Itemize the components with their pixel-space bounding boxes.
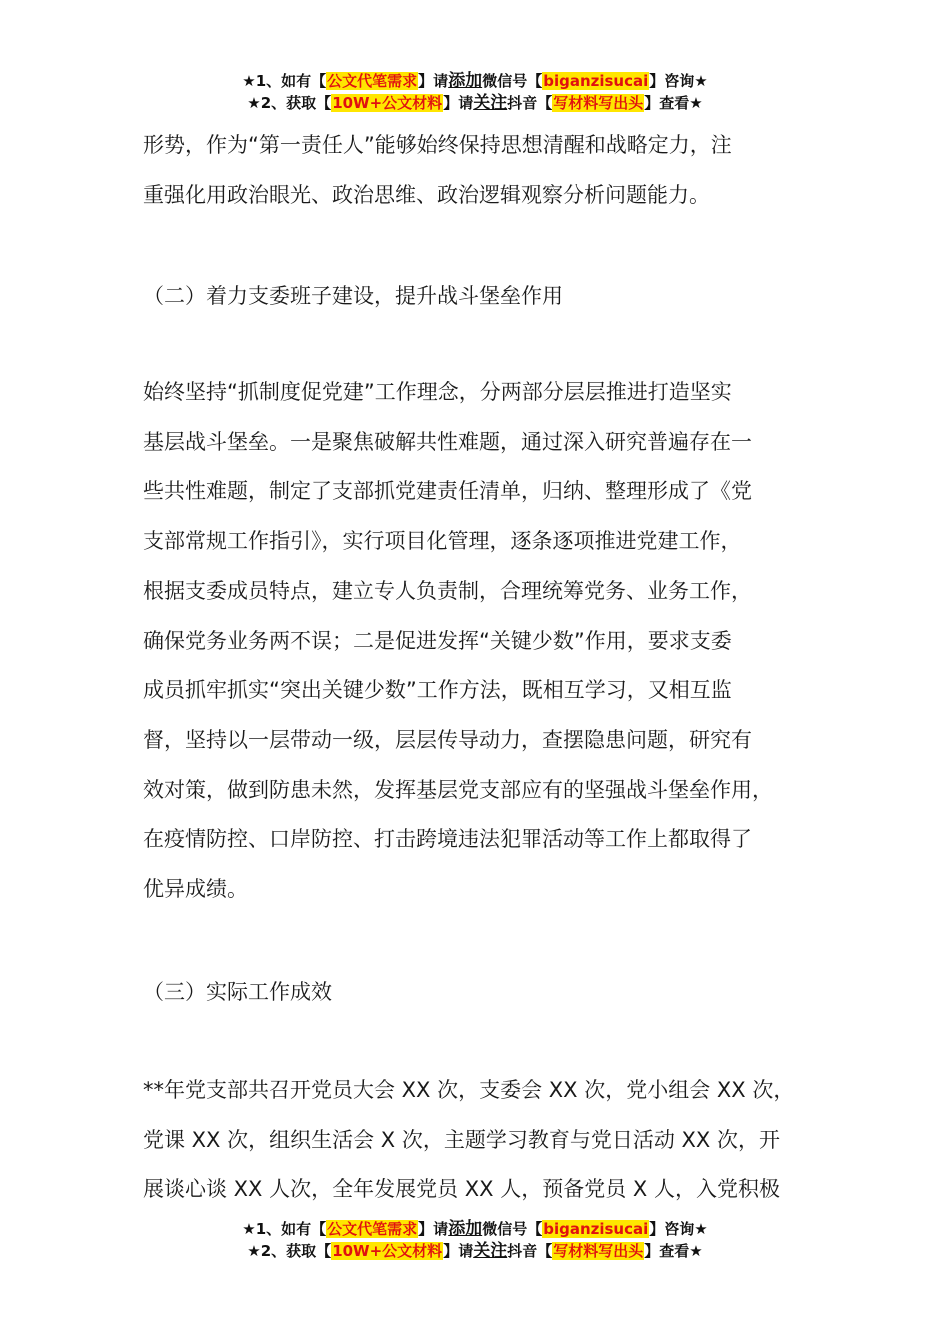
promo-text: 抖音【 <box>507 94 553 112</box>
text-line: 确保党务业务两不误；二是促进发挥“关键少数”作用，要求支委 <box>143 628 732 653</box>
promo-text: ★1、如有【 <box>242 72 327 90</box>
text-line: 督，坚持以一层带动一级，层层传导动力，查摆隐患问题，研究有 <box>143 727 752 752</box>
promo-text: 微信号【 <box>482 1220 543 1238</box>
text-line: 展谈心谈 XX 人次，全年发展党员 XX 人，预备党员 X 人，入党积极 <box>143 1177 780 1202</box>
text-line: 党课 XX 次，组织生活会 X 次，主题学习教育与党日活动 XX 次，开 <box>143 1127 780 1152</box>
bottom-promo-banner <box>0 1218 950 1262</box>
heading-text: （三）实际工作成效 <box>143 980 332 1004</box>
top-promo-banner <box>0 70 950 114</box>
promo-emphasis: 添加 <box>448 71 483 91</box>
promo-text: 】请 <box>418 1220 449 1238</box>
promo-highlight: 公文代笔需求 <box>327 72 418 90</box>
promo-text: ★2、获取【 <box>247 94 332 112</box>
paragraph-work-results <box>143 1066 815 1215</box>
promo-line-1 <box>0 70 950 92</box>
promo-text: 】咨询★ <box>649 72 708 90</box>
promo-highlight: 10W+公文材料 <box>332 94 443 112</box>
promo-douyin-id: 写材料写出头 <box>553 94 644 112</box>
text-line: 形势，作为“第一责任人”能够始终保持思想清醒和战略定力，注 <box>143 133 732 157</box>
promo-wechat-id: biganzisucai <box>543 1220 649 1238</box>
promo-text: 】请 <box>418 72 449 90</box>
promo-text: 】请 <box>443 94 474 112</box>
promo-emphasis: 添加 <box>448 1219 483 1239</box>
section-heading-3 <box>143 972 815 1012</box>
promo-highlight: 公文代笔需求 <box>327 1220 418 1238</box>
promo-text: ★1、如有【 <box>242 1220 327 1238</box>
promo-line-2 <box>0 1240 950 1262</box>
text-line: 根据支委成员特点，建立专人负责制，合理统筹党务、业务工作， <box>143 578 752 603</box>
promo-highlight: 10W+公文材料 <box>332 1242 443 1260</box>
promo-text: 】请 <box>443 1242 474 1260</box>
promo-wechat-id: biganzisucai <box>543 72 649 90</box>
promo-text: ★2、获取【 <box>247 1242 332 1260</box>
promo-text: 】查看★ <box>644 94 703 112</box>
paragraph-continued <box>143 121 815 220</box>
promo-line-1 <box>0 1218 950 1240</box>
promo-text: 】查看★ <box>644 1242 703 1260</box>
paragraph-branch-committee <box>143 368 815 915</box>
text-line: 些共性难题，制定了支部抓党建责任清单，归纳、整理形成了《党 <box>143 479 752 504</box>
text-line: **年党支部共召开党员大会 XX 次，支委会 XX 次，党小组会 XX 次， <box>143 1078 795 1102</box>
text-line: 支部常规工作指引》，实行项目化管理，逐条逐项推进党建工作， <box>143 529 742 554</box>
text-line: 始终坚持“抓制度促党建”工作理念，分两部分层层推进打造坚实 <box>143 380 732 404</box>
section-heading-2 <box>143 276 815 316</box>
promo-emphasis: 关注 <box>473 93 508 113</box>
promo-text: 抖音【 <box>507 1242 553 1260</box>
promo-line-2 <box>0 92 950 114</box>
promo-emphasis: 关注 <box>473 1241 508 1261</box>
heading-text: （二）着力支委班子建设，提升战斗堡垒作用 <box>143 284 563 308</box>
text-line: 基层战斗堡垒。一是聚焦破解共性难题，通过深入研究普遍存在一 <box>143 429 752 454</box>
text-line: 在疫情防控、口岸防控、打击跨境违法犯罪活动等工作上都取得了 <box>143 827 752 852</box>
promo-text: 微信号【 <box>482 72 543 90</box>
promo-douyin-id: 写材料写出头 <box>553 1242 644 1260</box>
text-line: 重强化用政治眼光、政治思维、政治逻辑观察分析问题能力。 <box>143 182 710 207</box>
text-line: 优异成绩。 <box>143 877 248 902</box>
text-line: 成员抓牢抓实“突出关键少数”工作方法，既相互学习，又相互监 <box>143 678 732 703</box>
text-line: 效对策，做到防患未然，发挥基层党支部应有的坚强战斗堡垒作用， <box>143 777 773 802</box>
promo-text: 】咨询★ <box>649 1220 708 1238</box>
